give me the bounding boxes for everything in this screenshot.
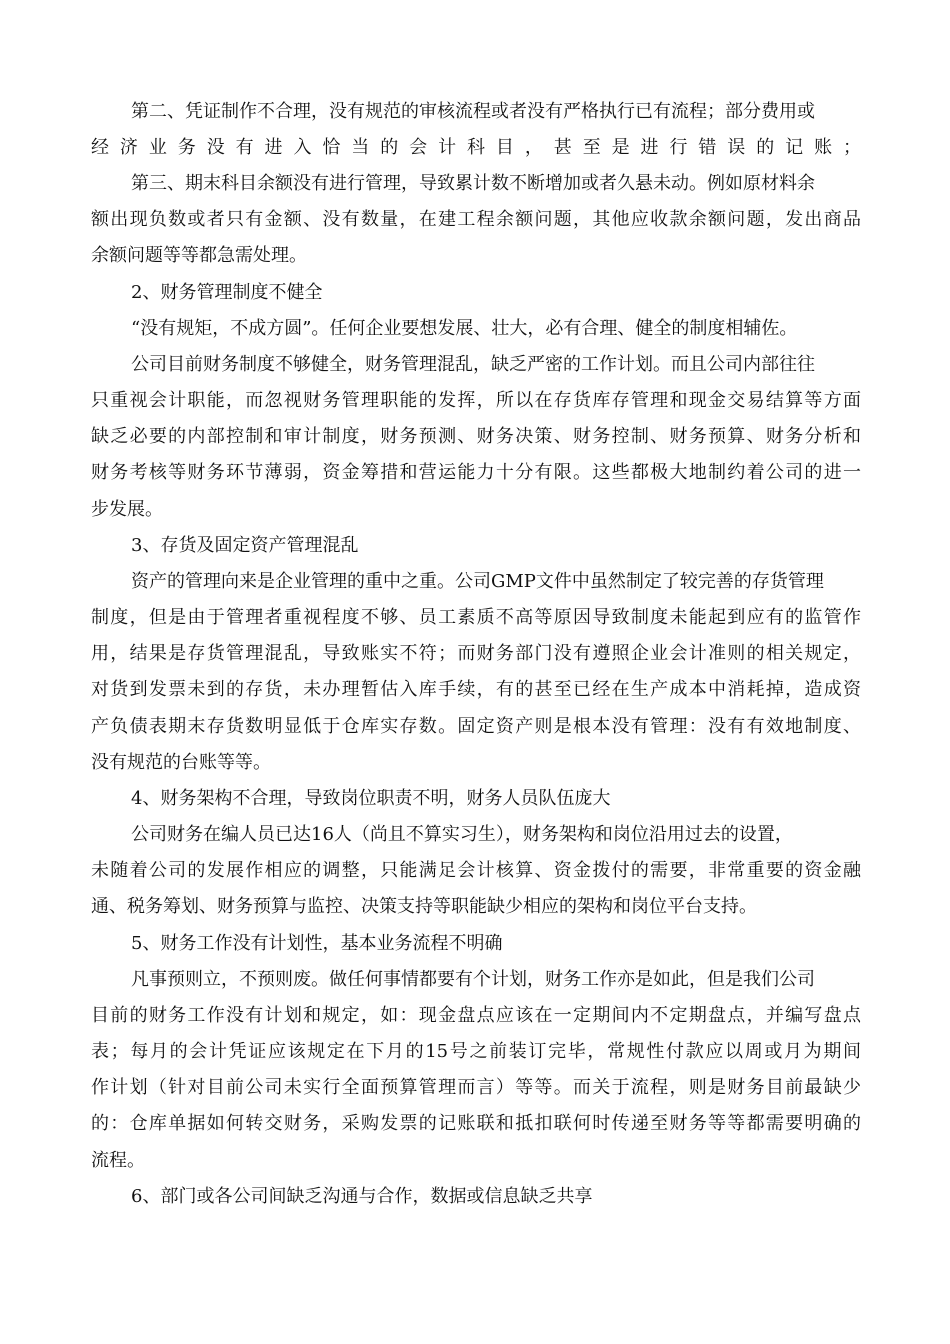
paragraph-line: 的：仓库单据如何转交财务，采购发票的记账联和抵扣联何时传递至财务等等都需要明确的: [91, 1113, 861, 1134]
section-heading: 6、部门或各公司间缺乏沟通与合作，数据或信息缺乏共享: [131, 1186, 593, 1207]
paragraph-line: 对货到发票未到的存货，未办理暂估入库手续，有的甚至已经在生产成本中消耗掉，造成资: [91, 679, 861, 700]
section-heading: 5、财务工作没有计划性，基本业务流程不明确: [131, 933, 503, 954]
paragraph-line: 经济业务没有进入恰当的会计科目，甚至是进行错误的记账；: [91, 137, 861, 158]
paragraph-line: 流程。: [91, 1150, 145, 1171]
paragraph-line: 财务考核等财务环节薄弱，资金筹措和营运能力十分有限。这些都极大地制约着公司的进一: [91, 462, 861, 483]
paragraph-line: 作计划（针对目前公司未实行全面预算管理而言）等等。而关于流程，则是财务目前最缺少: [91, 1077, 861, 1098]
paragraph-line: 额出现负数或者只有金额、没有数量，在建工程余额问题，其他应收款余额问题，发出商品: [91, 209, 861, 230]
paragraph-line: 只重视会计职能，而忽视财务管理职能的发挥，所以在存货库存管理和现金交易结算等方面: [91, 390, 861, 411]
paragraph-line: 步发展。: [91, 499, 163, 520]
paragraph-line: 表；每月的会计凭证应该规定在下月的15号之前装订完毕，常规性付款应以周或月为期间: [91, 1041, 861, 1062]
paragraph-line: 第三、期末科目余额没有进行管理，导致累计数不断增加或者久悬未动。例如原材料余: [131, 173, 815, 194]
paragraph-line: 余额问题等等都急需处理。: [91, 245, 307, 266]
paragraph-line: 产负债表期末存货数明显低于仓库实存数。固定资产则是根本没有管理：没有有效地制度、: [91, 716, 861, 737]
paragraph-line: 凡事预则立，不预则废。做任何事情都要有个计划，财务工作亦是如此，但是我们公司: [131, 969, 815, 990]
paragraph-line: 用，结果是存货管理混乱，导致账实不符；而财务部门没有遵照企业会计准则的相关规定，: [91, 643, 861, 664]
paragraph-line: 资产的管理向来是企业管理的重中之重。公司GMP文件中虽然制定了较完善的存货管理: [131, 571, 824, 592]
paragraph-line: “没有规矩，不成方圆”。任何企业要想发展、壮大，必有合理、健全的制度相辅佐。: [131, 318, 798, 339]
paragraph-line: 缺乏必要的内部控制和审计制度，财务预测、财务决策、财务控制、财务预算、财务分析和: [91, 426, 861, 447]
paragraph-line: 通、税务筹划、财务预算与监控、决策支持等职能缺少相应的架构和岗位平台支持。: [91, 896, 757, 917]
paragraph-line: 制度，但是由于管理者重视程度不够、员工素质不高等原因导致制度未能起到应有的监管作: [91, 607, 861, 628]
paragraph-line: 未随着公司的发展作相应的调整，只能满足会计核算、资金拨付的需要，非常重要的资金融: [91, 860, 861, 881]
section-heading: 3、存货及固定资产管理混乱: [131, 535, 359, 556]
paragraph-line: 目前的财务工作没有计划和规定，如：现金盘点应该在一定期间内不定期盘点，并编写盘点: [91, 1005, 861, 1026]
paragraph-line: 公司目前财务制度不够健全，财务管理混乱，缺乏严密的工作计划。而且公司内部往往: [131, 354, 815, 375]
paragraph-line: 公司财务在编人员已达16人（尚且不算实习生），财务架构和岗位沿用过去的设置，: [131, 824, 793, 845]
paragraph-line: 没有规范的台账等等。: [91, 752, 271, 773]
section-heading: 2、财务管理制度不健全: [131, 282, 323, 303]
section-heading: 4、财务架构不合理，导致岗位职责不明，财务人员队伍庞大: [131, 788, 611, 809]
paragraph-line: 第二、凭证制作不合理，没有规范的审核流程或者没有严格执行已有流程；部分费用或: [131, 101, 815, 122]
